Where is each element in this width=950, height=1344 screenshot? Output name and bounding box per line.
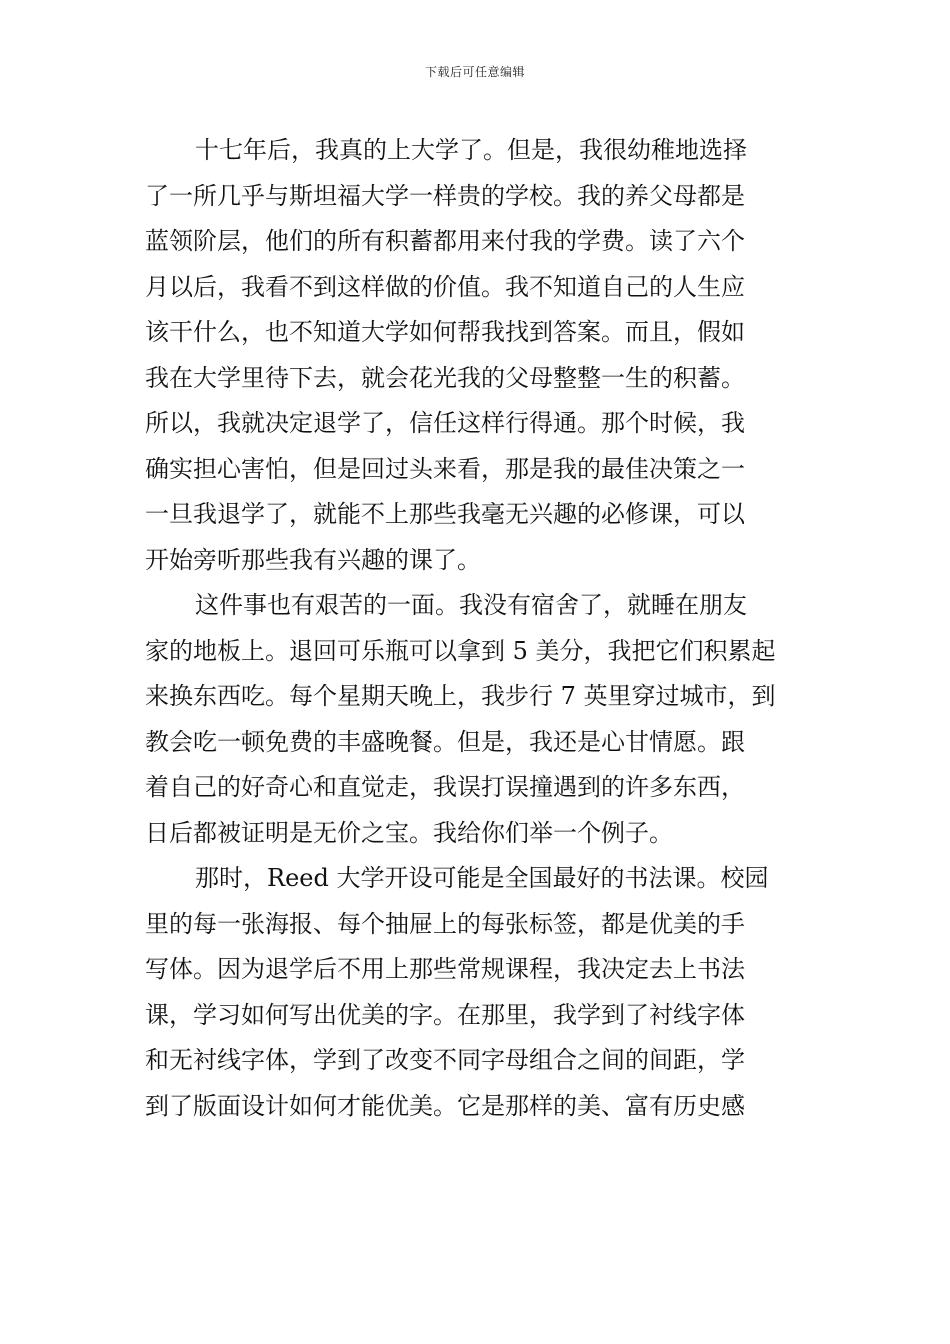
text-line: 这件事也有艰苦的一面。我没有宿舍了，就睡在朋友 (195, 591, 747, 619)
text-line: 日后都被证明是无价之宝。我给你们举一个例子。 (145, 818, 673, 847)
text-line: 教会吃一顿免费的丰盛晚餐。但是，我还是心甘情愿。跟 (145, 727, 745, 756)
text-line: 课，学习如何写出优美的字。在那里，我学到了衬线字体 (145, 1000, 745, 1029)
text-line: 了一所几乎与斯坦福大学一样贵的学校。我的养父母都是 (145, 181, 745, 210)
text-line: 我在大学里待下去，就会花光我的父母整整一生的积蓄。 (145, 363, 745, 392)
text-line: 确实担心害怕，但是回过头来看，那是我的最佳决策之一 (145, 454, 745, 483)
text-line: 该干什么，也不知道大学如何帮我找到答案。而且，假如 (145, 318, 745, 346)
text-line: 那时，Reed 大学开设可能是全国最好的书法课。校园 (195, 864, 769, 892)
text-line: 和无衬线字体，学到了改变不同字母组合之间的间距，学 (145, 1046, 745, 1074)
text-line: 里的每一张海报、每个抽屉上的每张标签，都是优美的手 (145, 909, 745, 938)
paragraph-3 (145, 856, 810, 1129)
text-line: 蓝领阶层，他们的所有积蓄都用来付我的学费。读了六个 (145, 227, 745, 255)
text-line: 月以后，我看不到这样做的价值。我不知道自己的人生应 (145, 272, 745, 301)
text-line: 写体。因为退学后不用上那些常规课程，我决定去上书法 (145, 955, 745, 983)
text-line: 着自己的好奇心和直觉走，我误打误撞遇到的许多东西， (145, 773, 745, 801)
text-line: 到了版面设计如何才能优美。它是那样的美、富有历史感 (145, 1091, 745, 1120)
text-line: 一旦我退学了，就能不上那些我毫无兴趣的必修课，可以 (145, 500, 745, 528)
text-line: 来换东西吃。每个星期天晚上，我步行 7 英里穿过城市，到 (145, 682, 776, 710)
text-line: 开始旁听那些我有兴趣的课了。 (145, 545, 481, 574)
document-body (145, 128, 810, 1129)
page-header: 下载后可任意编辑 (424, 65, 525, 79)
text-line: 十七年后，我真的上大学了。但是，我很幼稚地选择 (195, 136, 747, 164)
text-line: 所以，我就决定退学了，信任这样行得通。那个时候，我 (145, 409, 745, 437)
paragraph-1 (145, 128, 810, 583)
paragraph-2 (145, 583, 810, 856)
text-line: 家的地板上。退回可乐瓶可以拿到 5 美分，我把它们积累起 (145, 636, 776, 665)
